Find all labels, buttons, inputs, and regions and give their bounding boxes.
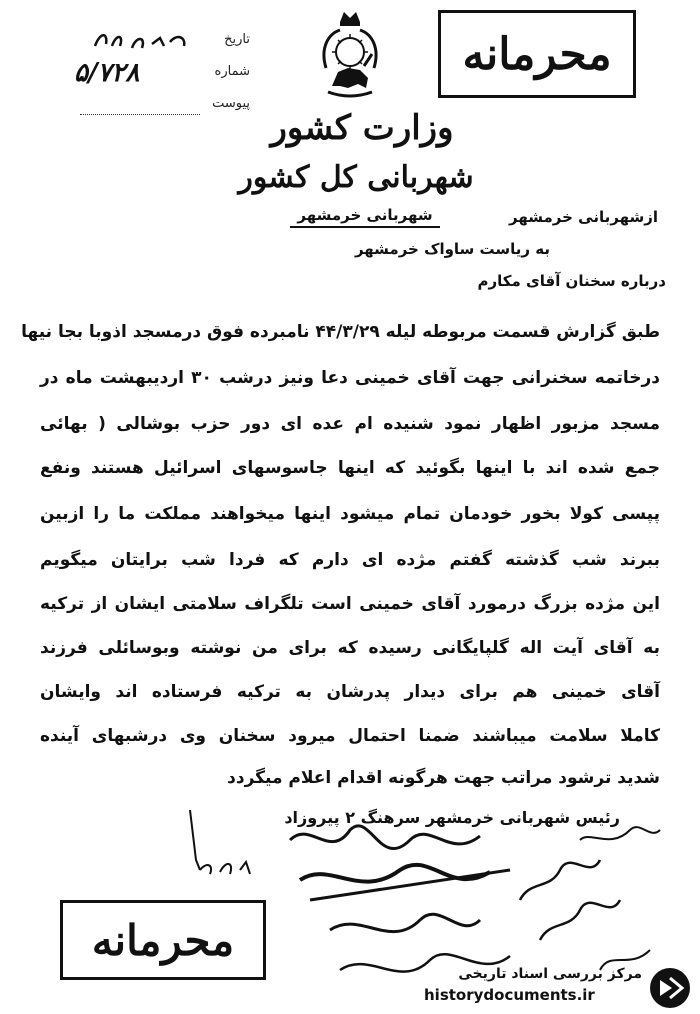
confidential-stamp-top (438, 10, 636, 98)
body-line: شدید ترشود مراتب جهت هرگونه اقدام اعلام میگردد (227, 768, 660, 788)
attachment-label: پیوست (212, 96, 250, 111)
body-line: کاملا سلامت میباشند ضمنا احتمال میرود سخنان وی درشبهای آینده (40, 726, 660, 746)
to-line: به ریاست ساواک خرمشهر (354, 240, 550, 258)
subject-line: درباره سخنان آقای مکارم (477, 272, 666, 290)
date-label: تاریخ (224, 32, 250, 47)
watermark-logo-icon (648, 966, 692, 1010)
body-line: این مژده بزرگ درمورد آقای خمینی است تلگراف سلامتی ایشان از ترکیه (40, 594, 660, 614)
from-line: ازشهربانی خرمشهر (509, 208, 658, 226)
signature-title: رئیس شهربانی خرمشهر سرهنگ ۲ پیروزاد (284, 808, 620, 827)
confidential-stamp-bottom (60, 900, 266, 980)
body-line: پپسی کولا بخور خودمان تمام میشود اینها میخواهند مملکت ما را ازبین (40, 504, 660, 524)
number-label: شماره (214, 64, 250, 79)
handwritten-date (90, 28, 200, 54)
handwritten-number: ۵/۷۲۸ (74, 58, 140, 88)
ministry-heading: وزارت کشور (270, 108, 454, 148)
confidential-stamp-bottom-text: محرمانه (91, 915, 235, 965)
body-line: به آقای آیت اله گلپایگانی رسیده که برای من نوشته وبوسائلی فرزند (40, 638, 660, 658)
local-office-label: شهربانی خرمشهر (290, 206, 440, 228)
body-line: ببرند شب گذشته گفتم مژده ای دارم که فردا شب برایتان میگویم (40, 550, 660, 570)
watermark-org: مرکز بررسی اسناد تاریخی (458, 966, 642, 982)
lion-and-sun-emblem-icon (318, 8, 382, 104)
body-line: مسجد مزبور اظهار نمود شنیده ام عده ای دور حزب بوشالی ( بهائی (40, 414, 660, 434)
police-heading: شهربانی کل کشور (238, 160, 474, 195)
body-line: آقای خمینی هم برای دیدار پدرشان به ترکیه فرستاده اند وایشان (40, 682, 660, 702)
watermark (420, 964, 696, 1012)
watermark-url: historydocuments.ir (424, 986, 595, 1004)
meta-block (60, 28, 250, 118)
body-line: جمع شده اند با اینها بگوئید که اینها جاسوسهای اسرائیل هستند ونفع (40, 458, 660, 478)
confidential-stamp-top-text: محرمانه (462, 28, 612, 80)
body-line: درخاتمه سخنرانی جهت آقای خمینی دعا ونیز درشب ۳۰ اردیبهشت ماه در (40, 368, 661, 388)
meta-dotted-line (80, 114, 200, 115)
body-line: طبق گزارش قسمت مربوطه لیله ۴۴/۳/۲۹ نامبرده فوق درمسجد اذوبا بجا نیها (21, 322, 660, 342)
